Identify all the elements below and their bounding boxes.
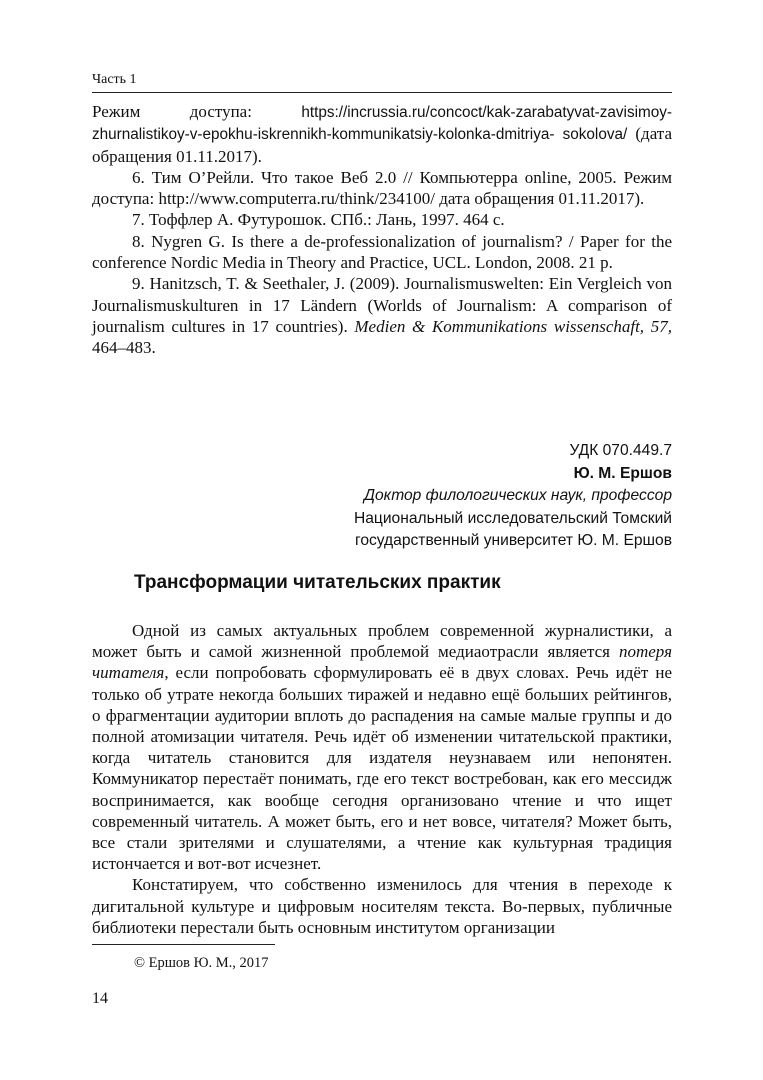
reference-url[interactable]: http://www.computerra.ru/think/234100/	[158, 189, 435, 209]
article-body	[92, 620, 672, 938]
footnote: © Ершов Ю. М., 2017	[134, 955, 269, 971]
body-paragraph-1: Одной из самых актуальных проблем современной журналистики, а может быть и самой жизненной проблемой медиаотрасли является потеря читателя, если попробовать сформулировать её в двух словах. Речь идёт не только об утрате некогда больших тиражей и недавно ещё больших рейтингов, о фрагментации аудитории вплоть до распадения на самые малые группы и до полной атомизации читателя. Речь идёт об изменении читательской практики, когда читатель становится для издателя неузнаваем или непонятен. Коммуникатор перестаёт понимать, где его текст востребован, как его мессидж воспринимается, как вообще сегодня организовано чтение и что ищет современный читатель. А может быть, его и нет вовсе, читателя? Может быть, все стали зрителями и слушателями, а чтение как культурная традиция истончается и вот-вот исчезнет.	[92, 621, 672, 874]
reference-7: 7. Тоффлер А. Футурошок. СПб.: Лань, 1997. 464 с.	[132, 210, 505, 230]
author-block	[92, 440, 672, 553]
author-affiliation-line1: Национальный исследовательский Томский	[353, 509, 672, 527]
reference-continued: Режим доступа: https://incrussia.ru/concoct/kak-zarabatyvat-zavisimoy-zhurnalistikoy-v-epokhu-iskrennikh-kommunikatsiy-kolonka-dmitriya- sokolova/ (дата обращения 01.11.2017).	[92, 102, 672, 166]
author-degree: Доктор филологических наук, профессор	[364, 487, 672, 504]
reference-url[interactable]: https://incrussia.ru/concoct/kak-zarabatyvat-zavisimoy-zhurnalistikoy-v-epokhu-iskrennikh-kommunikatsiy-kolonka-dmitriya- sokolova/	[92, 104, 672, 144]
reference-list	[92, 101, 672, 359]
page-number: 14	[92, 990, 108, 1007]
author-affiliation-line2: государственный университет Ю. М. Ершов	[354, 532, 672, 549]
body-paragraph-2: Констатируем, что собственно изменилось для чтения в переходе к дигитальной культуре и цифровым носителям текста. Во-первых, публичные библиотеки перестали быть основным институтом организации	[92, 875, 672, 937]
reference-8: 8. Nygren G. Is there a de-professionalization of journalism? / Paper for the conference Nordic Media in Theory and Practice, UCL. London, 2008. 21 p.	[92, 231, 672, 273]
author-name: Ю. М. Ершов	[573, 464, 672, 482]
header-rule	[92, 92, 672, 93]
reference-9: 9. Hanitzsch, T. & Seethaler, J. (2009). Journalismuswelten: Ein Vergleich von Journalismuskulturen in 17 Ländern (Worlds of Journalism: A comparison of journalism cultures in 17 countries). Medien & Kommunikations wissenschaft, 57, 464–483.	[92, 274, 672, 358]
reference-6: 6. Тим О’Рейли. Что такое Веб 2.0 // Компьютерра online, 2005. Режим доступа: http://www.computerra.ru/think/234100/ дата обращения 01.11.2017).	[92, 167, 672, 209]
udk-code: УДК 070.449.7	[569, 442, 672, 459]
running-header: Часть 1	[92, 72, 137, 87]
article-title: Трансформации читательских практик	[134, 572, 501, 593]
footnote-rule	[92, 944, 275, 945]
